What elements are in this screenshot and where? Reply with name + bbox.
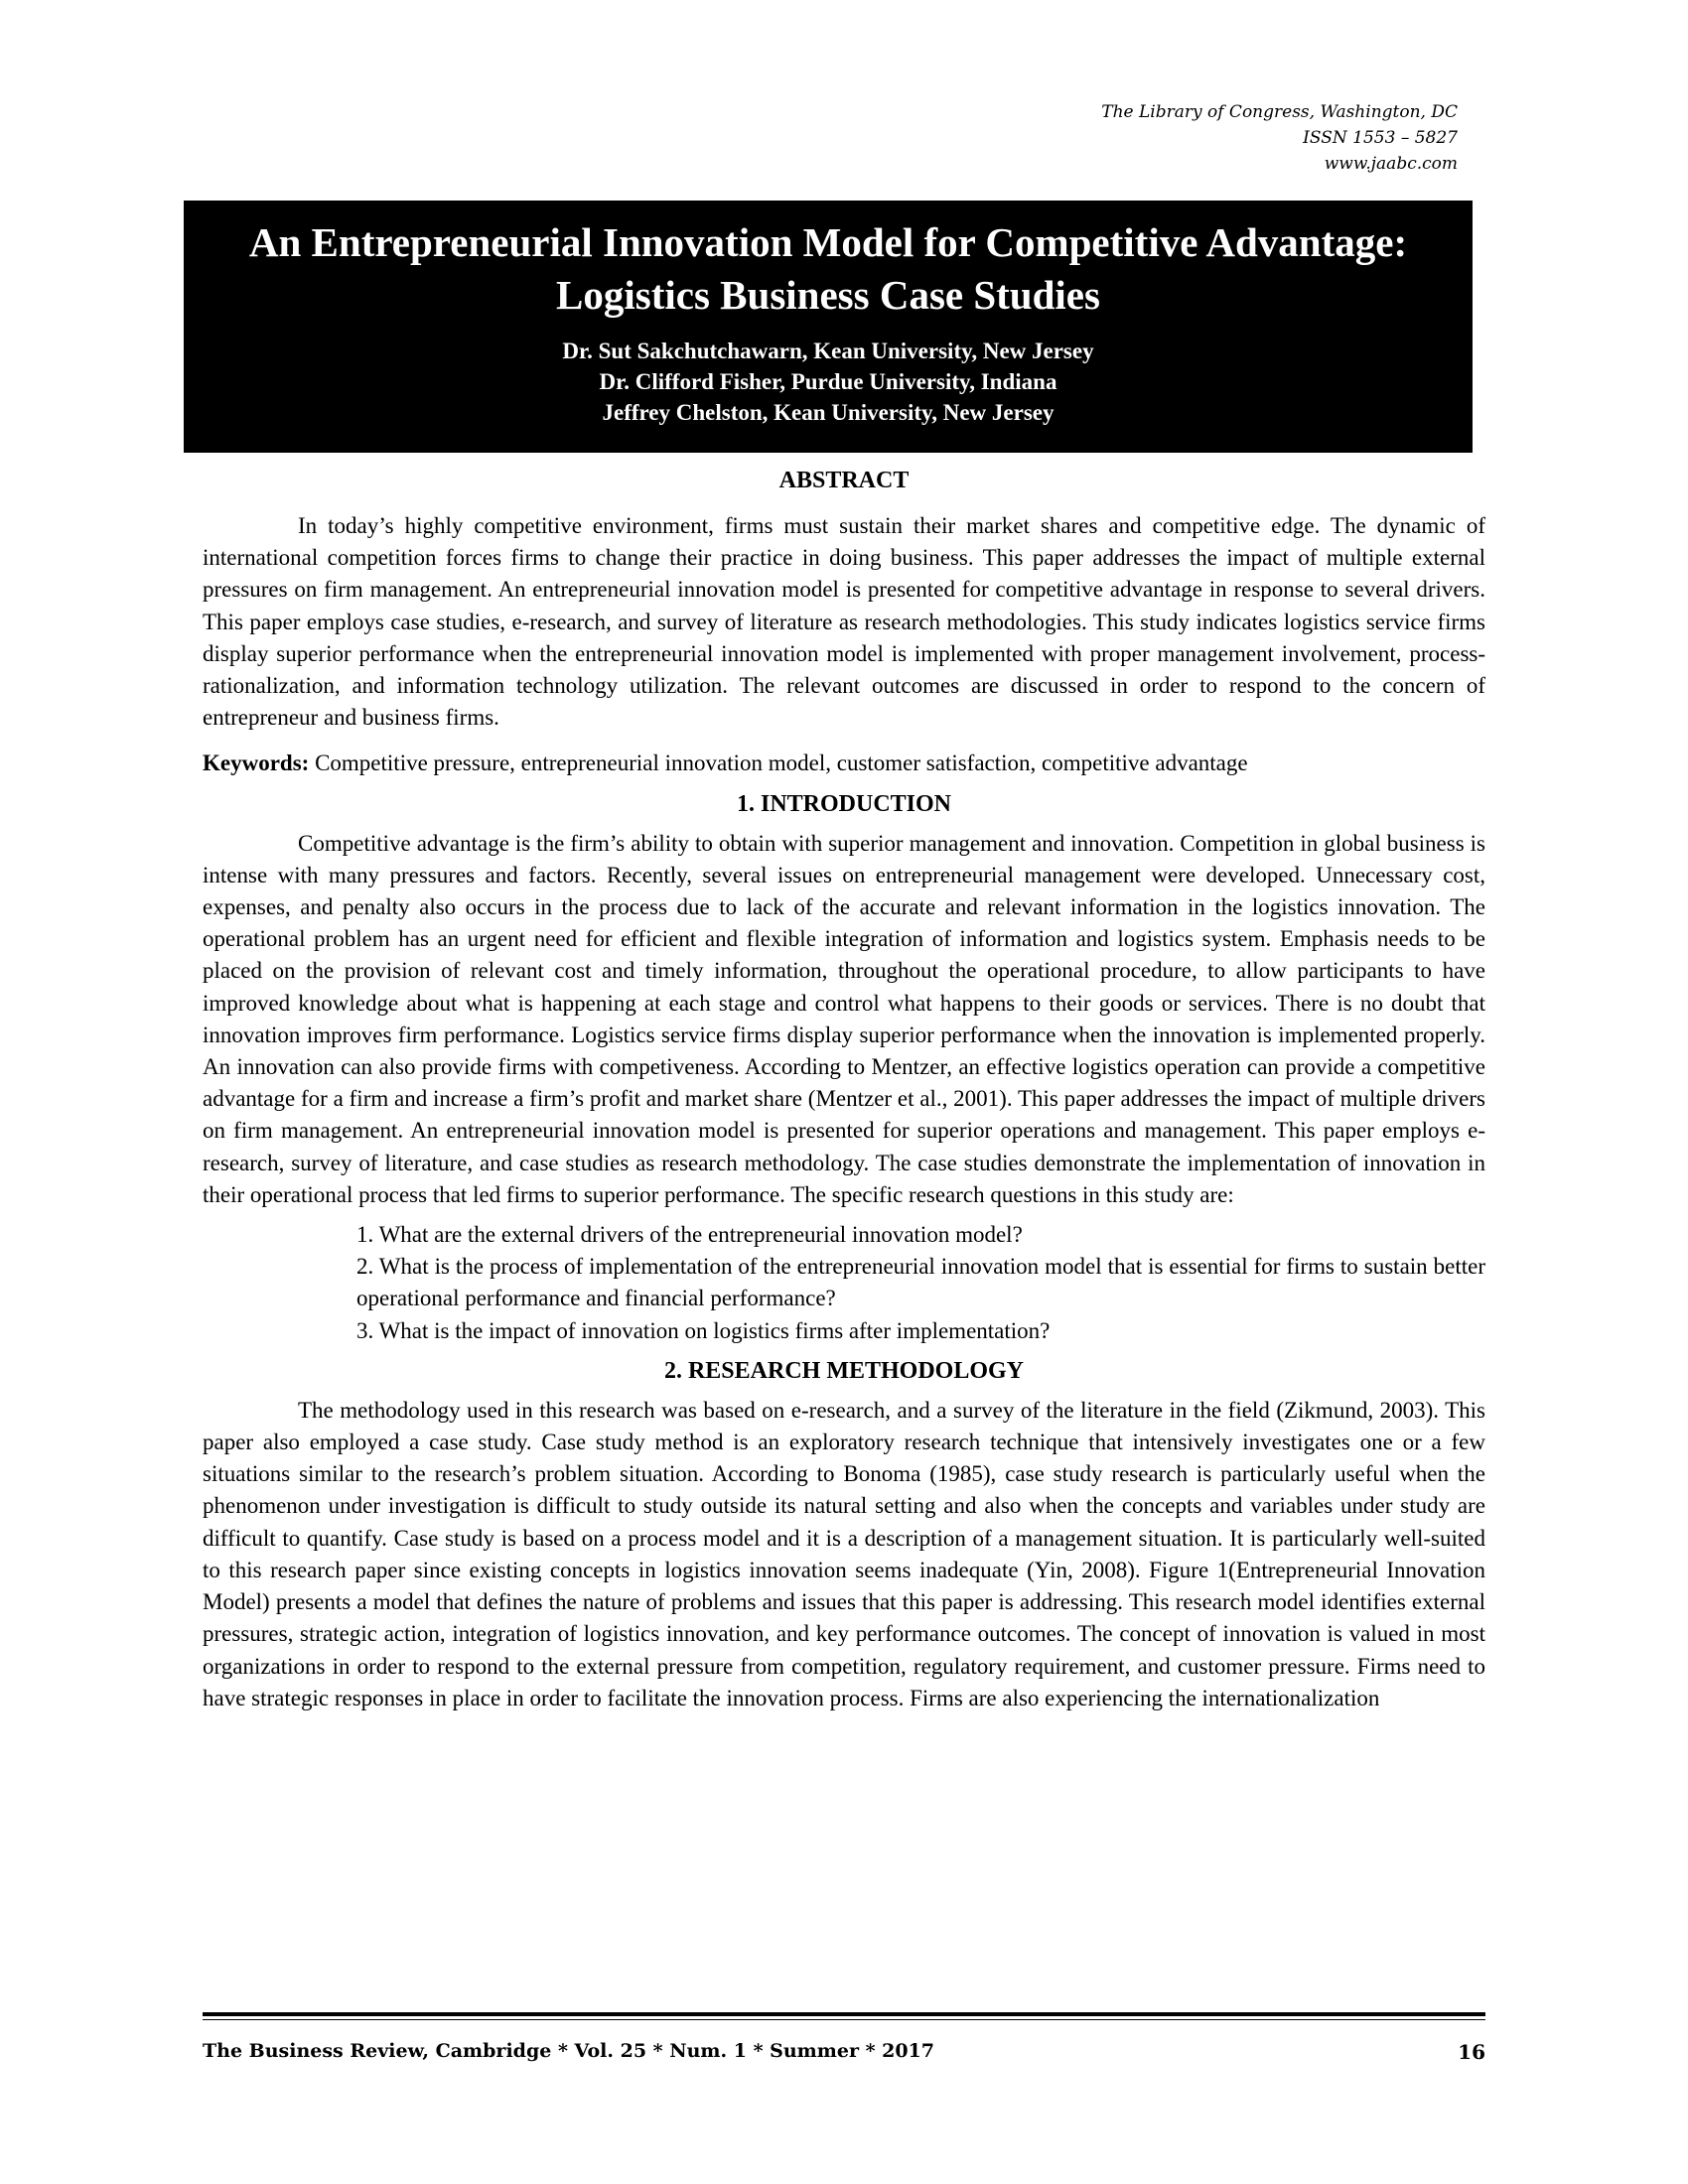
- footer-rule-thick: [203, 2012, 1485, 2016]
- keywords-line: [203, 748, 1485, 779]
- website-line: www.jaabc.com: [1324, 154, 1458, 174]
- title-line-1: An Entrepreneurial Innovation Model for Competitive Advantage:: [248, 219, 1408, 265]
- page-number: 16: [1458, 2040, 1485, 2064]
- footer-rule-thin: [203, 2019, 1485, 2020]
- methodology-heading: 2. RESEARCH METHODOLOGY: [663, 1357, 1025, 1384]
- research-question-1: 1. What are the external drivers of the entrepreneurial innovation model?: [356, 1222, 1023, 1248]
- publication-info: [862, 99, 1458, 177]
- introduction-heading: 1. INTRODUCTION: [736, 790, 952, 817]
- abstract-heading: ABSTRACT: [778, 468, 910, 493]
- title-line-2: Logistics Business Case Studies: [556, 272, 1100, 318]
- author-3: Jeffrey Chelston, Kean University, New Jersey: [602, 400, 1055, 425]
- issn-line: ISSN 1553 – 5827: [1303, 128, 1458, 148]
- paper-title: [184, 216, 1473, 322]
- author-2: Dr. Clifford Fisher, Purdue University, Indiana: [599, 369, 1057, 394]
- author-list: [184, 336, 1473, 428]
- keywords-label: Keywords:: [203, 751, 310, 776]
- library-line: The Library of Congress, Washington, DC: [1101, 102, 1458, 122]
- title-banner: [184, 201, 1473, 453]
- research-question-3: 3. What is the impact of innovation on logistics firms after implementation?: [356, 1317, 1051, 1343]
- paper-body: [203, 465, 1485, 1714]
- abstract-text: In today’s highly competitive environment, firms must sustain their market shares and competitive edge. The dynamic of international competition forces firms to change their practice in doing business. This paper addresses the impact of multiple external pressures on firm management. An entrepreneurial innovation model is presented for competitive advantage in response to several drivers. This paper employs case studies, e-research, and survey of literature as research methodologies. This study indicates logistics service firms display superior performance when the entrepreneurial innovation model is implemented with proper management involvement, process-rationalization, and information technology utilization. The relevant outcomes are discussed in order to respond to the concern of entrepreneur and business firms.: [203, 513, 1485, 731]
- introduction-text: Competitive advantage is the firm’s ability to obtain with superior management and innovation. Competition in global business is intense with many pressures and factors. Recently, several issues on entrepreneurial management were developed. Unnecessary cost, expenses, and penalty also occurs in the process due to lack of the accurate and relevant information in the logistics innovation. The operational problem has an urgent need for efficient and flexible integration of information and logistics system. Emphasis needs to be placed on the provision of relevant cost and timely information, throughout the operational procedure, to allow participants to have improved knowledge about what is happening at each stage and control what happens to their goods or services. There is no doubt that innovation improves firm performance. Logistics service firms display superior performance when the innovation is implemented properly. An innovation can also provide firms with competiveness. According to Mentzer, an effective logistics operation can provide a competitive advantage for a firm and increase a firm’s profit and market share (Mentzer et al., 2001). This paper addresses the impact of multiple drivers on firm management. An entrepreneurial innovation model is presented for superior operations and management. This paper employs e-research, survey of literature, and case studies as research methodology. The case studies demonstrate the implementation of innovation in their operational process that led firms to superior performance. The specific research questions in this study are:: [203, 830, 1485, 1207]
- research-questions: [203, 1219, 1485, 1347]
- research-question-2: 2. What is the process of implementation of the entrepreneurial innovation model that is essential for firms to sustain better operational performance and financial performance?: [356, 1254, 1485, 1311]
- author-1: Dr. Sut Sakchutchawarn, Kean University, New Jersey: [562, 339, 1094, 363]
- methodology-text: The methodology used in this research was based on e-research, and a survey of the literature in the field (Zikmund, 2003). This paper also employed a case study. Case study method is an exploratory research technique that intensively investigates one or a few situations similar to the research’s problem situation. According to Bonoma (1985), case study research is particularly useful when the phenomenon under investigation is difficult to study outside its natural setting and also when the concepts and variables under study are difficult to quantify. Case study is based on a process model and it is a description of a management situation. It is particularly well-suited to this research paper since existing concepts in logistics innovation seems inadequate (Yin, 2008). Figure 1(Entrepreneurial Innovation Model) presents a model that defines the nature of problems and issues that this paper is addressing. This research model identifies external pressures, strategic action, integration of logistics innovation, and key performance outcomes. The concept of innovation is valued in most organizations in order to respond to the external pressure from competition, regulatory requirement, and customer pressure. Firms need to have strategic responses in place in order to facilitate the innovation process. Firms are also experiencing the internationalization: [203, 1397, 1485, 1710]
- journal-citation: The Business Review, Cambridge * Vol. 25 * Num. 1 * Summer * 2017: [203, 2040, 935, 2062]
- keywords-text: Competitive pressure, entrepreneurial innovation model, customer satisfaction, competitive advantage: [309, 751, 1248, 776]
